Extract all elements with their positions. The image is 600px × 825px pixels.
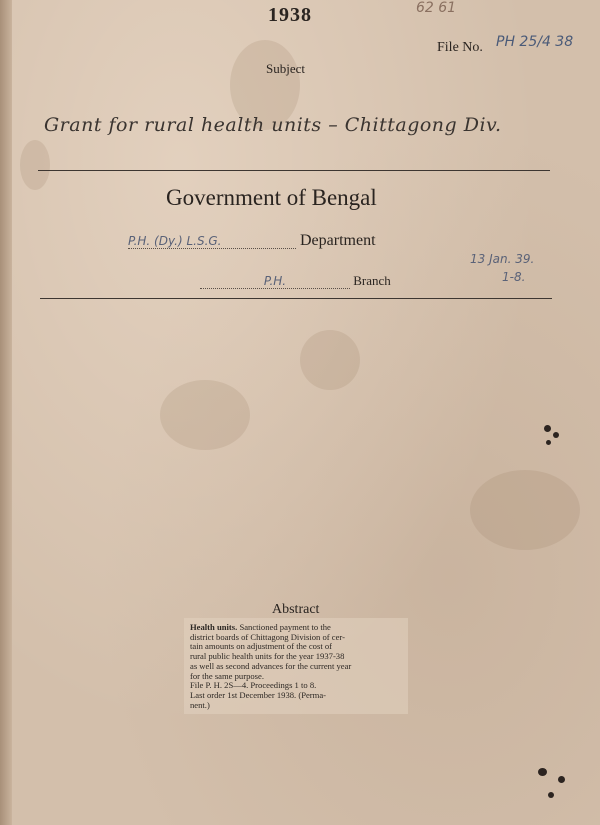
paper-stain	[300, 330, 360, 390]
binding-edge	[0, 0, 12, 825]
handwritten-range-note: 1-8.	[502, 270, 526, 284]
ink-spot	[544, 425, 551, 432]
abstract-line: tain amounts on adjustment of the cost of	[190, 641, 333, 652]
government-title: Government of Bengal	[166, 185, 377, 210]
abstract-slip	[184, 618, 408, 714]
ink-spot	[538, 768, 547, 776]
branch-handwritten: P.H.	[200, 274, 350, 289]
subject-handwritten: Grant for rural health units – Chittagong Div.	[44, 114, 502, 136]
paper-stain	[470, 470, 580, 550]
abstract-line: district boards of Chittagong Division of cer-	[190, 631, 345, 642]
subject-label: Subject	[266, 61, 305, 76]
paper-stain	[160, 380, 250, 450]
file-year: 1938	[268, 4, 312, 26]
abstract-lead: Health units.	[190, 622, 238, 632]
abstract-line: Last order 1st December 1938. (Perma-	[190, 689, 327, 700]
abstract-line: File P. H. 2S—4. Proceedings 1 to 8.	[190, 680, 317, 691]
ink-spot	[546, 440, 551, 445]
abstract-line: rural public health units for the year 1937-38	[190, 651, 345, 662]
department-row	[128, 232, 376, 250]
paper-stain	[20, 140, 50, 190]
handwritten-top-note: 62 61	[416, 0, 457, 16]
abstract-line: for the same purpose.	[190, 670, 264, 681]
department-handwritten: P.H. (Dy.) L.S.G.	[128, 234, 296, 249]
file-number-value: PH 25/4 38	[496, 34, 574, 50]
ink-spot	[558, 776, 565, 783]
branch-row	[200, 273, 391, 289]
abstract-line: as well as second advances for the current year	[190, 660, 352, 671]
abstract-line: Health units. Sanctioned payment to the	[190, 622, 331, 632]
ink-spot	[553, 432, 559, 438]
abstract-line: nent.)	[190, 699, 210, 710]
branch-label: Branch	[353, 273, 391, 288]
handwritten-date-note: 13 Jan. 39.	[470, 252, 535, 266]
ink-spot	[548, 792, 554, 798]
department-label: Department	[300, 232, 376, 249]
file-number-label: File No.	[437, 40, 483, 55]
divider-line	[40, 298, 552, 299]
divider-line	[38, 170, 550, 171]
abstract-title: Abstract	[272, 602, 320, 617]
